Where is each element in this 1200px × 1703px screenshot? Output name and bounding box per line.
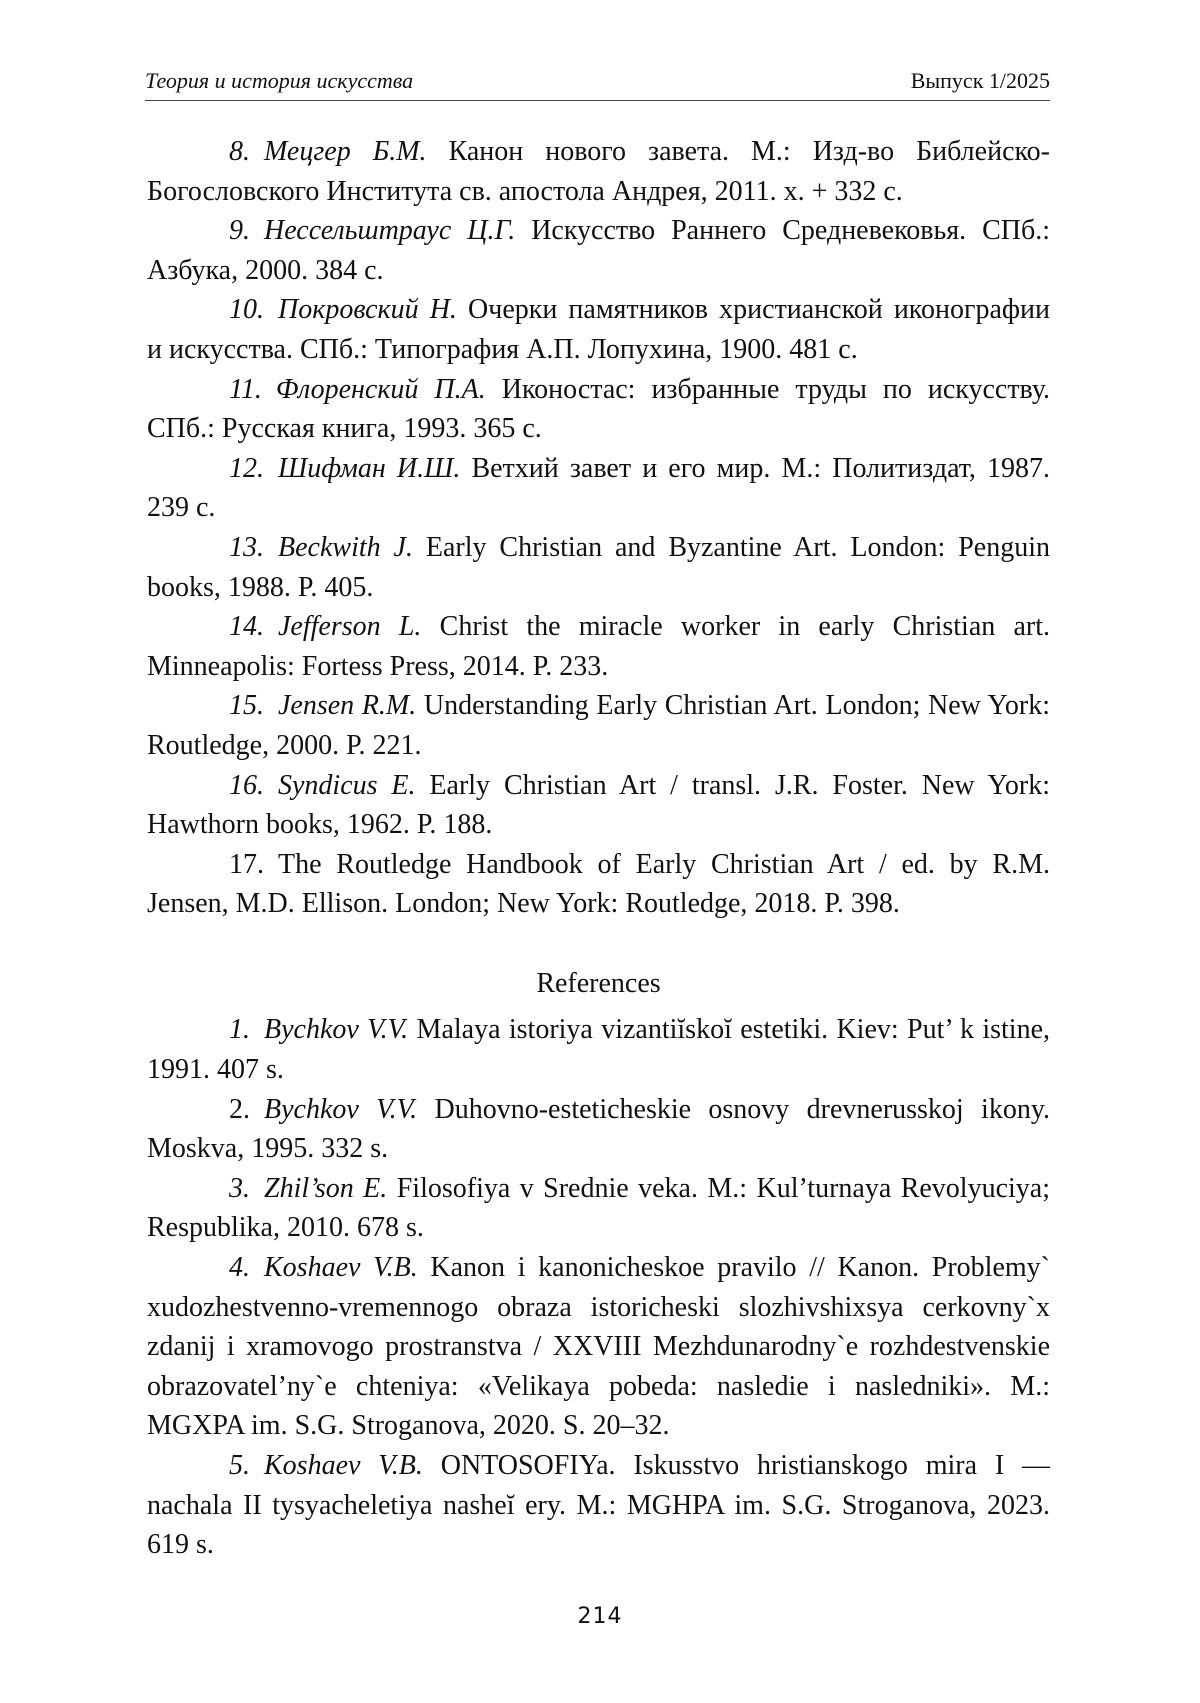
item-author: Beckwith J. [278,532,413,563]
literature-item [147,845,1050,924]
item-text: Kanon i kanonicheskoe pravilo // Kanon. Prob­lemy` xudozhestvenno-vremennogo obraza istoricheski slozhivshixsya cerkovny`x zdanij i xramovogo prostranstva / XXVIII Mezhdunarodny`e rozhdestvenskie obrazovatel’ny`e chteniya: «Velikaya pobeda: nasledie i nasledniki». M.: MGXPA im. S.G. Stroganova, 2020. S. 20–32. [147,1252,1050,1441]
item-text: Malaya istoriya vizantiĭskoĭ estetiki. Kiev: Put’ k istine, 1991. 407 s. [147,1014,1050,1085]
item-author: Мецгер Б.М. [264,136,427,167]
reference-item [147,1090,1050,1169]
item-author: Bychkov V.V. [264,1094,417,1125]
reference-item [147,1010,1050,1089]
item-number: 1. [229,1014,250,1045]
item-author: Jensen R.M. [278,690,416,721]
item-text: Иконостас: избранные труды по искус­ству. СПб.: Русская книга, 1993. 365 с. [147,374,1050,445]
literature-item [147,607,1050,686]
item-text: Искусство Раннего Средневековья. СПб.: Азбука, 2000. 384 с. [147,215,1050,286]
item-number: 3. [229,1173,250,1204]
item-author: Шифман И.Ш. [278,453,460,484]
running-header [145,64,1050,101]
item-text: Очерки памятников христианской иконо­графии и искусства. СПб.: Типография А.П. Лопухина, 1900. 481 с. [147,294,1050,365]
document-page [0,0,1200,1703]
item-number: 10. [229,294,264,325]
issue-label: Выпуск 1/2025 [911,68,1050,94]
item-text: The Routledge Handbook of Early Christian Art / ed. by R.M. Jensen, M.D. Ellison. London; New York: Routledge, 2018. P. 398. [147,849,1050,920]
item-text: Ветхий завет и его мир. М.: Политиздат, 1987. 239 с. [147,453,1050,524]
bibliography [147,132,1050,1565]
journal-title: Теория и история искусства [145,68,413,94]
item-number: 14. [229,611,264,642]
item-number: 11. [229,374,262,405]
page-number: 214 [0,1604,1200,1629]
item-author: Jefferson L. [278,611,421,642]
item-author: Флоренский П.А. [276,374,486,405]
reference-item [147,1169,1050,1248]
reference-item [147,1248,1050,1446]
references-heading: References [147,964,1050,1004]
item-text: Early Christian Art / transl. J.R. Foster. New York: Hawthorn books, 1962. P. 188. [147,770,1050,841]
literature-item [147,370,1050,449]
item-number: 15. [229,690,264,721]
item-number: 17. [229,849,264,880]
item-text: Christ the miracle worker in early Christian art. Minneapolis: Fortess Press, 2014. P. 233. [147,611,1050,682]
literature-item [147,686,1050,765]
literature-item [147,290,1050,369]
item-text: Duhovno-esteticheskie osnovy drevnerusskoj ikony. Moskva, 1995. 332 s. [147,1094,1050,1165]
item-text: Early Christian and Byzantine Art. London: Pen­guin books, 1988. P. 405. [147,532,1050,603]
item-text: ONTOSOFIYa. Iskusstvo hristianskogo mira I — nachala II tysyacheletiya nasheĭ ery. M.: MGHPA im. S.G. Stro­ganova, 2023. 619 s. [147,1450,1050,1560]
literature-item [147,528,1050,607]
item-author: Zhil’son E. [264,1173,387,1204]
item-author: Syndicus E. [278,770,416,801]
literature-item [147,211,1050,290]
item-author: Koshaev V.B. [264,1450,423,1481]
item-number: 16. [229,770,264,801]
item-author: Покровский Н. [278,294,457,325]
item-number: 9. [229,215,250,246]
item-author: Koshaev V.B. [264,1252,418,1283]
item-text: Filosofiya v Srednie veka. M.: Kul’turnaya Revolyuciya; Respublika, 2010. 678 s. [147,1173,1050,1244]
item-number: 8. [229,136,250,167]
item-number: 2. [229,1094,250,1125]
literature-item [147,132,1050,211]
item-number: 13. [229,532,264,563]
item-number: 5. [229,1450,250,1481]
item-text: Канон нового завета. М.: Изд-во Библей­ско-Богословского Института св. апостола Андрея, 2011. х. + 332 с. [147,136,1050,207]
item-number: 12. [229,453,264,484]
item-author: Bychkov V.V. [264,1014,408,1045]
item-author: Нессельштраус Ц.Г. [264,215,515,246]
reference-item [147,1446,1050,1565]
item-text: Understanding Early Christian Art. London; New York: Routledge, 2000. P. 221. [147,690,1050,761]
item-number: 4. [229,1252,250,1283]
literature-item [147,449,1050,528]
literature-item [147,766,1050,845]
